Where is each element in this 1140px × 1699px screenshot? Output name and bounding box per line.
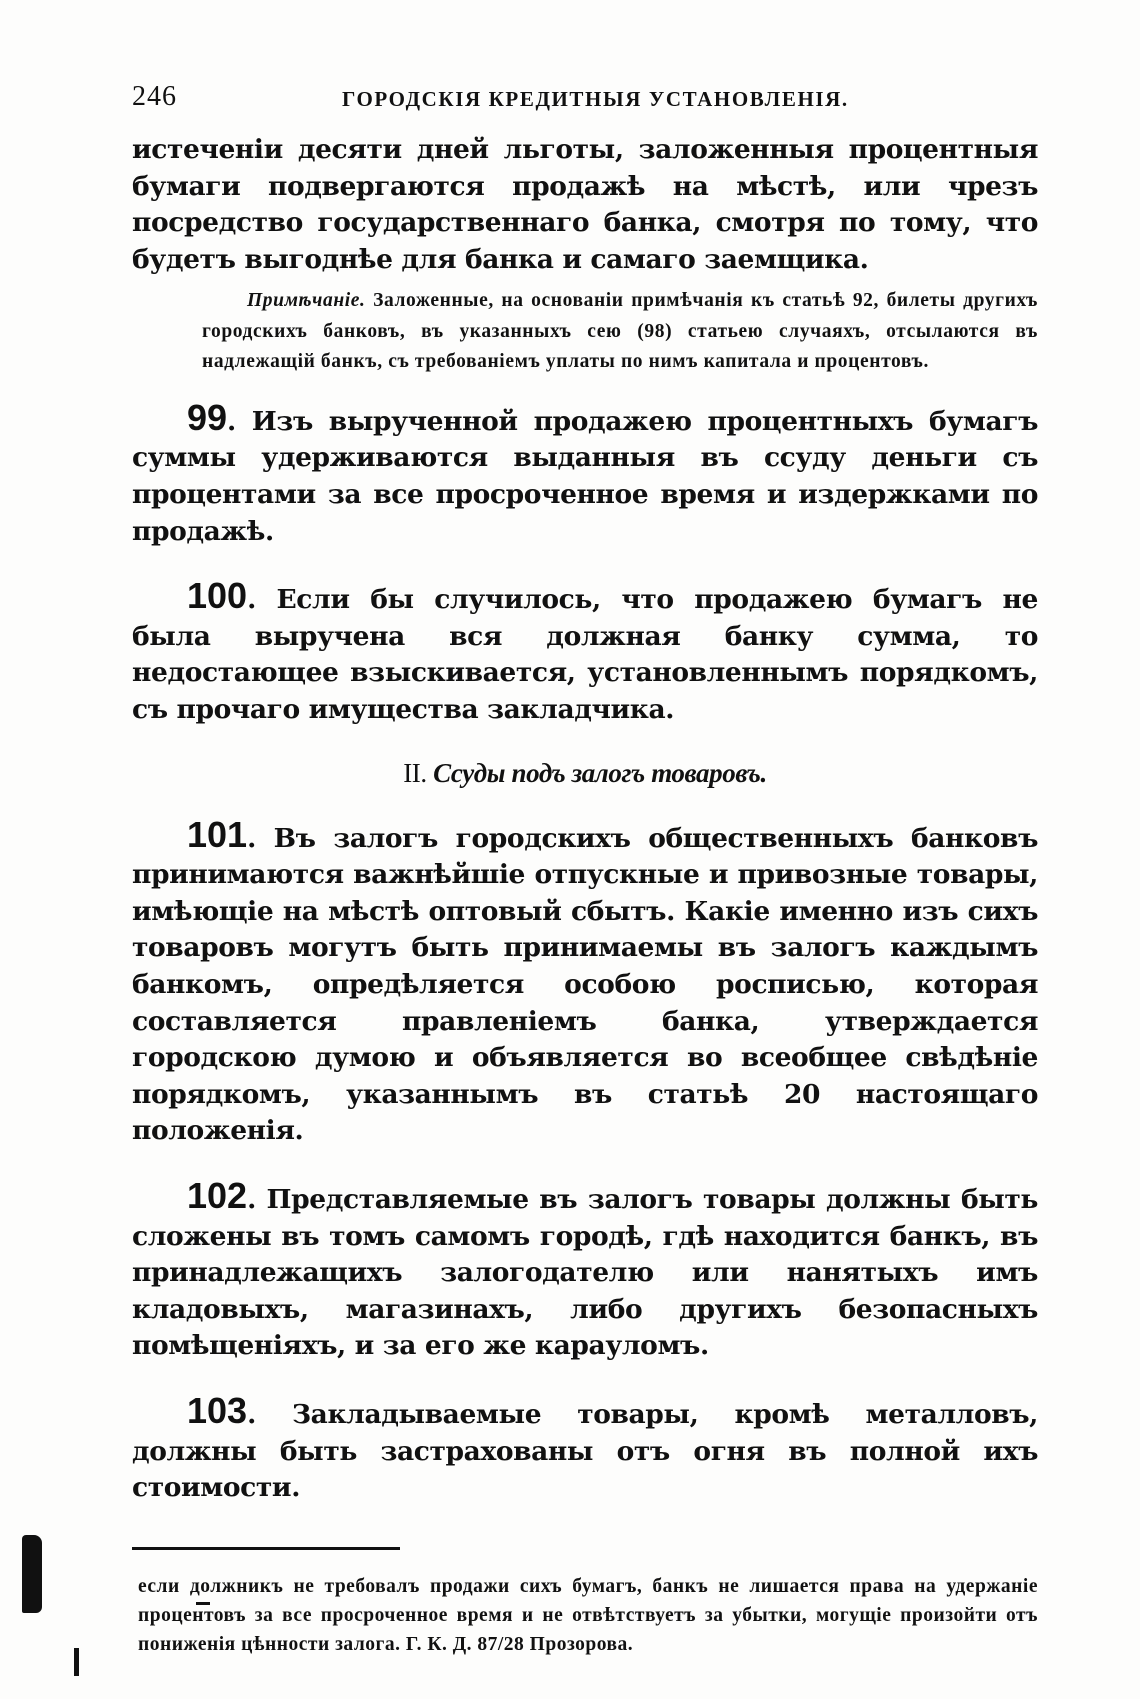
note-label: Примѣчаніе. <box>247 290 366 312</box>
article-text: . Въ залогъ городскихъ общественныхъ банковъ принимаются важнѣйшіе отпускные и привозные товары, имѣющіе на мѣстѣ оптовый сбытъ. Какіе именно изъ сихъ товаровъ могутъ быть принимаемы въ залогъ каждымъ банкомъ, опредѣляется особою росписью, которая составляется правленіемъ банка, утверждается городскою думою и объявляется во всеобщее свѣдѣніе порядкомъ, указаннымъ въ статьѣ 20 настоящаго положенія. <box>132 822 1038 1147</box>
article-text: . Если бы случилось, что продажею бумагъ не была выручена вся должная банку сумма, то недостающее взыскивается, установленнымъ порядкомъ, съ прочаго имущества закладчика. <box>132 584 1038 726</box>
article-number: 103 <box>187 1389 248 1431</box>
note-text: Заложенные, на основаніи примѣчанія къ статьѣ 92, билеты другихъ городскихъ банковъ, въ указанныхъ сею (98) статьею случаяхъ, отсылаются въ надлежащій банкъ, съ требованіемъ уплаты по нимъ капитала и процентовъ. <box>202 290 1038 373</box>
article-100 <box>132 575 1038 728</box>
scan-artifact <box>74 1648 79 1676</box>
article-number: 102 <box>187 1174 248 1216</box>
article-101 <box>132 813 1038 1150</box>
scan-artifact <box>22 1535 42 1613</box>
article-102 <box>132 1174 1038 1365</box>
section-number: II. <box>403 757 427 788</box>
section-heading <box>132 755 1038 791</box>
scan-artifact <box>196 1602 210 1605</box>
continuation-paragraph: истеченіи десяти дней льготы, заложенныя процентныя бумаги подвергаются продажѣ на мѣстѣ, или чрезъ посредство государственнаго банка, смотря по тому, что будетъ выгоднѣе для банка и самаго заемщика. <box>132 134 1038 275</box>
main-text <box>132 132 1038 1507</box>
running-head <box>132 82 1038 132</box>
note-paragraph <box>202 286 1038 378</box>
article-text: . Закладываемые товары, кромѣ металловъ, должны быть застрахованы отъ огня въ полной ихъ стоимости. <box>132 1398 1038 1504</box>
page-number: 246 <box>132 81 177 112</box>
footnote-divider <box>132 1547 400 1550</box>
running-title: ГОРОДСКІЯ КРЕДИТНЫЯ УСТАНОВЛЕНІЯ. <box>342 87 849 111</box>
section-title: Ссуды подъ залогъ товаровъ. <box>433 757 767 788</box>
article-number: 99 <box>187 396 228 438</box>
article-99 <box>132 396 1038 550</box>
book-page <box>132 82 1038 1659</box>
article-text: . Представляемые въ залогъ товары должны быть сложены въ томъ самомъ городѣ, гдѣ находится банкъ, въ принадлежащихъ залогодателю или нанятыхъ имъ кладовыхъ, магазинахъ, либо другихъ безопасныхъ помѣщеніяхъ, и за его же карауломъ. <box>132 1183 1038 1362</box>
article-103 <box>132 1389 1038 1507</box>
footnote: если должникъ не требовалъ продажи сихъ бумагъ, банкъ не лишается права на удержаніе процентовъ за все просроченное время и не отвѣтствуетъ за убытки, могущіе произойти отъ пониженія цѣнности залога. Г. К. Д. 87/28 Прозорова. <box>138 1575 1038 1655</box>
article-text: . Изъ вырученной продажею процентныхъ бумагъ суммы удерживаются выданныя въ ссуду деньги съ процентами за все просроченное время и издержками по продажѣ. <box>132 405 1038 547</box>
article-number: 101 <box>187 813 248 855</box>
article-number: 100 <box>187 575 248 617</box>
